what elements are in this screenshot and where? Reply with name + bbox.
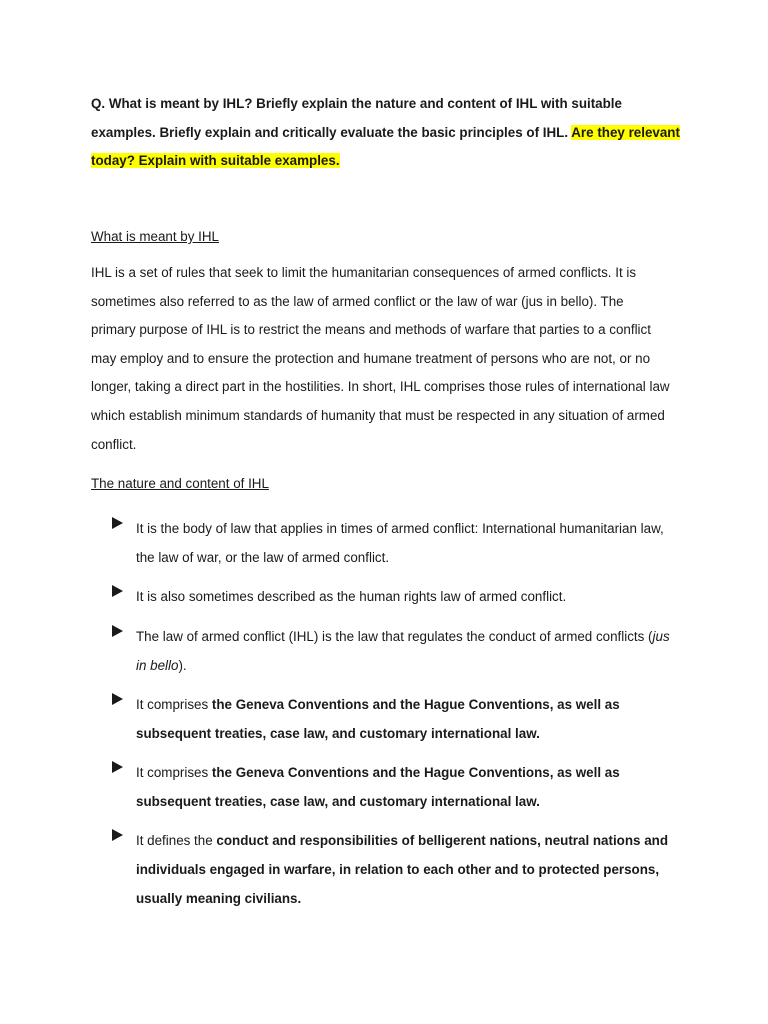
- bullet-text: It is the body of law that applies in times of armed conflict: International humanitarian law, the law of war, or the law of armed conflict.: [136, 521, 664, 565]
- bullet-bold-text: the Geneva Conventions and the Hague Conventions, as well as subsequent treaties, case law, and customary international law.: [136, 697, 620, 741]
- question-highlight: Are they relevant today? Explain with suitable examples.: [91, 124, 680, 168]
- question-text: [91, 90, 681, 176]
- bullet-lead: It comprises: [136, 697, 212, 712]
- bullet-lead: It defines the: [136, 833, 217, 848]
- bullet-text: [136, 622, 681, 680]
- bullet-text-end: ).: [178, 658, 187, 673]
- bullet-bold-text: conduct and responsibilities of belligerent nations, neutral nations and individuals engaged in warfare, in relation to each other and to protected persons, usually meaning civilians.: [136, 833, 669, 906]
- play-triangle-icon: [112, 829, 123, 841]
- play-triangle-icon: [112, 761, 123, 773]
- jus-in-bello-term: jus in bello: [136, 629, 670, 673]
- bullet-text: [136, 826, 681, 913]
- meaning-paragraph: IHL is a set of rules that seek to limit the humanitarian consequences of armed conflicts. It is sometimes also referred to as the law of armed conflict or the law of war (jus in bello). The primary purpose of IHL is to restrict the means and methods of warfare that parties to a conflict may employ and to ensure the protection and humane treatment of persons who are not, or no longer, taking a direct part in the hostilities. In short, IHL comprises those rules of international law which establish minimum standards of humanity that must be respected in any situation of armed conflict.: [91, 265, 670, 452]
- bullet-text-main: The law of armed conflict (IHL) is the law that regulates the conduct of armed conflicts (: [136, 629, 653, 644]
- play-triangle-icon: [112, 517, 123, 529]
- bullet-lead: It comprises: [136, 765, 212, 780]
- play-triangle-icon: [112, 693, 123, 705]
- section-heading-nature: The nature and content of IHL: [91, 476, 269, 491]
- play-triangle-icon: [112, 625, 123, 637]
- section-heading-meaning: What is meant by IHL: [91, 229, 220, 244]
- bullet-bold-text: the Geneva Conventions and the Hague Conventions, as well as subsequent treaties, case law, and customary international law.: [136, 765, 620, 809]
- play-triangle-icon: [112, 585, 123, 597]
- bullet-text: [136, 758, 681, 816]
- question-main: Q. What is meant by IHL? Briefly explain the nature and content of IHL with suitable examples. Briefly explain and critically evaluate the basic principles of IHL.: [91, 96, 622, 140]
- bullet-text: [136, 690, 681, 748]
- bullet-text: It is also sometimes described as the human rights law of armed conflict.: [136, 589, 567, 604]
